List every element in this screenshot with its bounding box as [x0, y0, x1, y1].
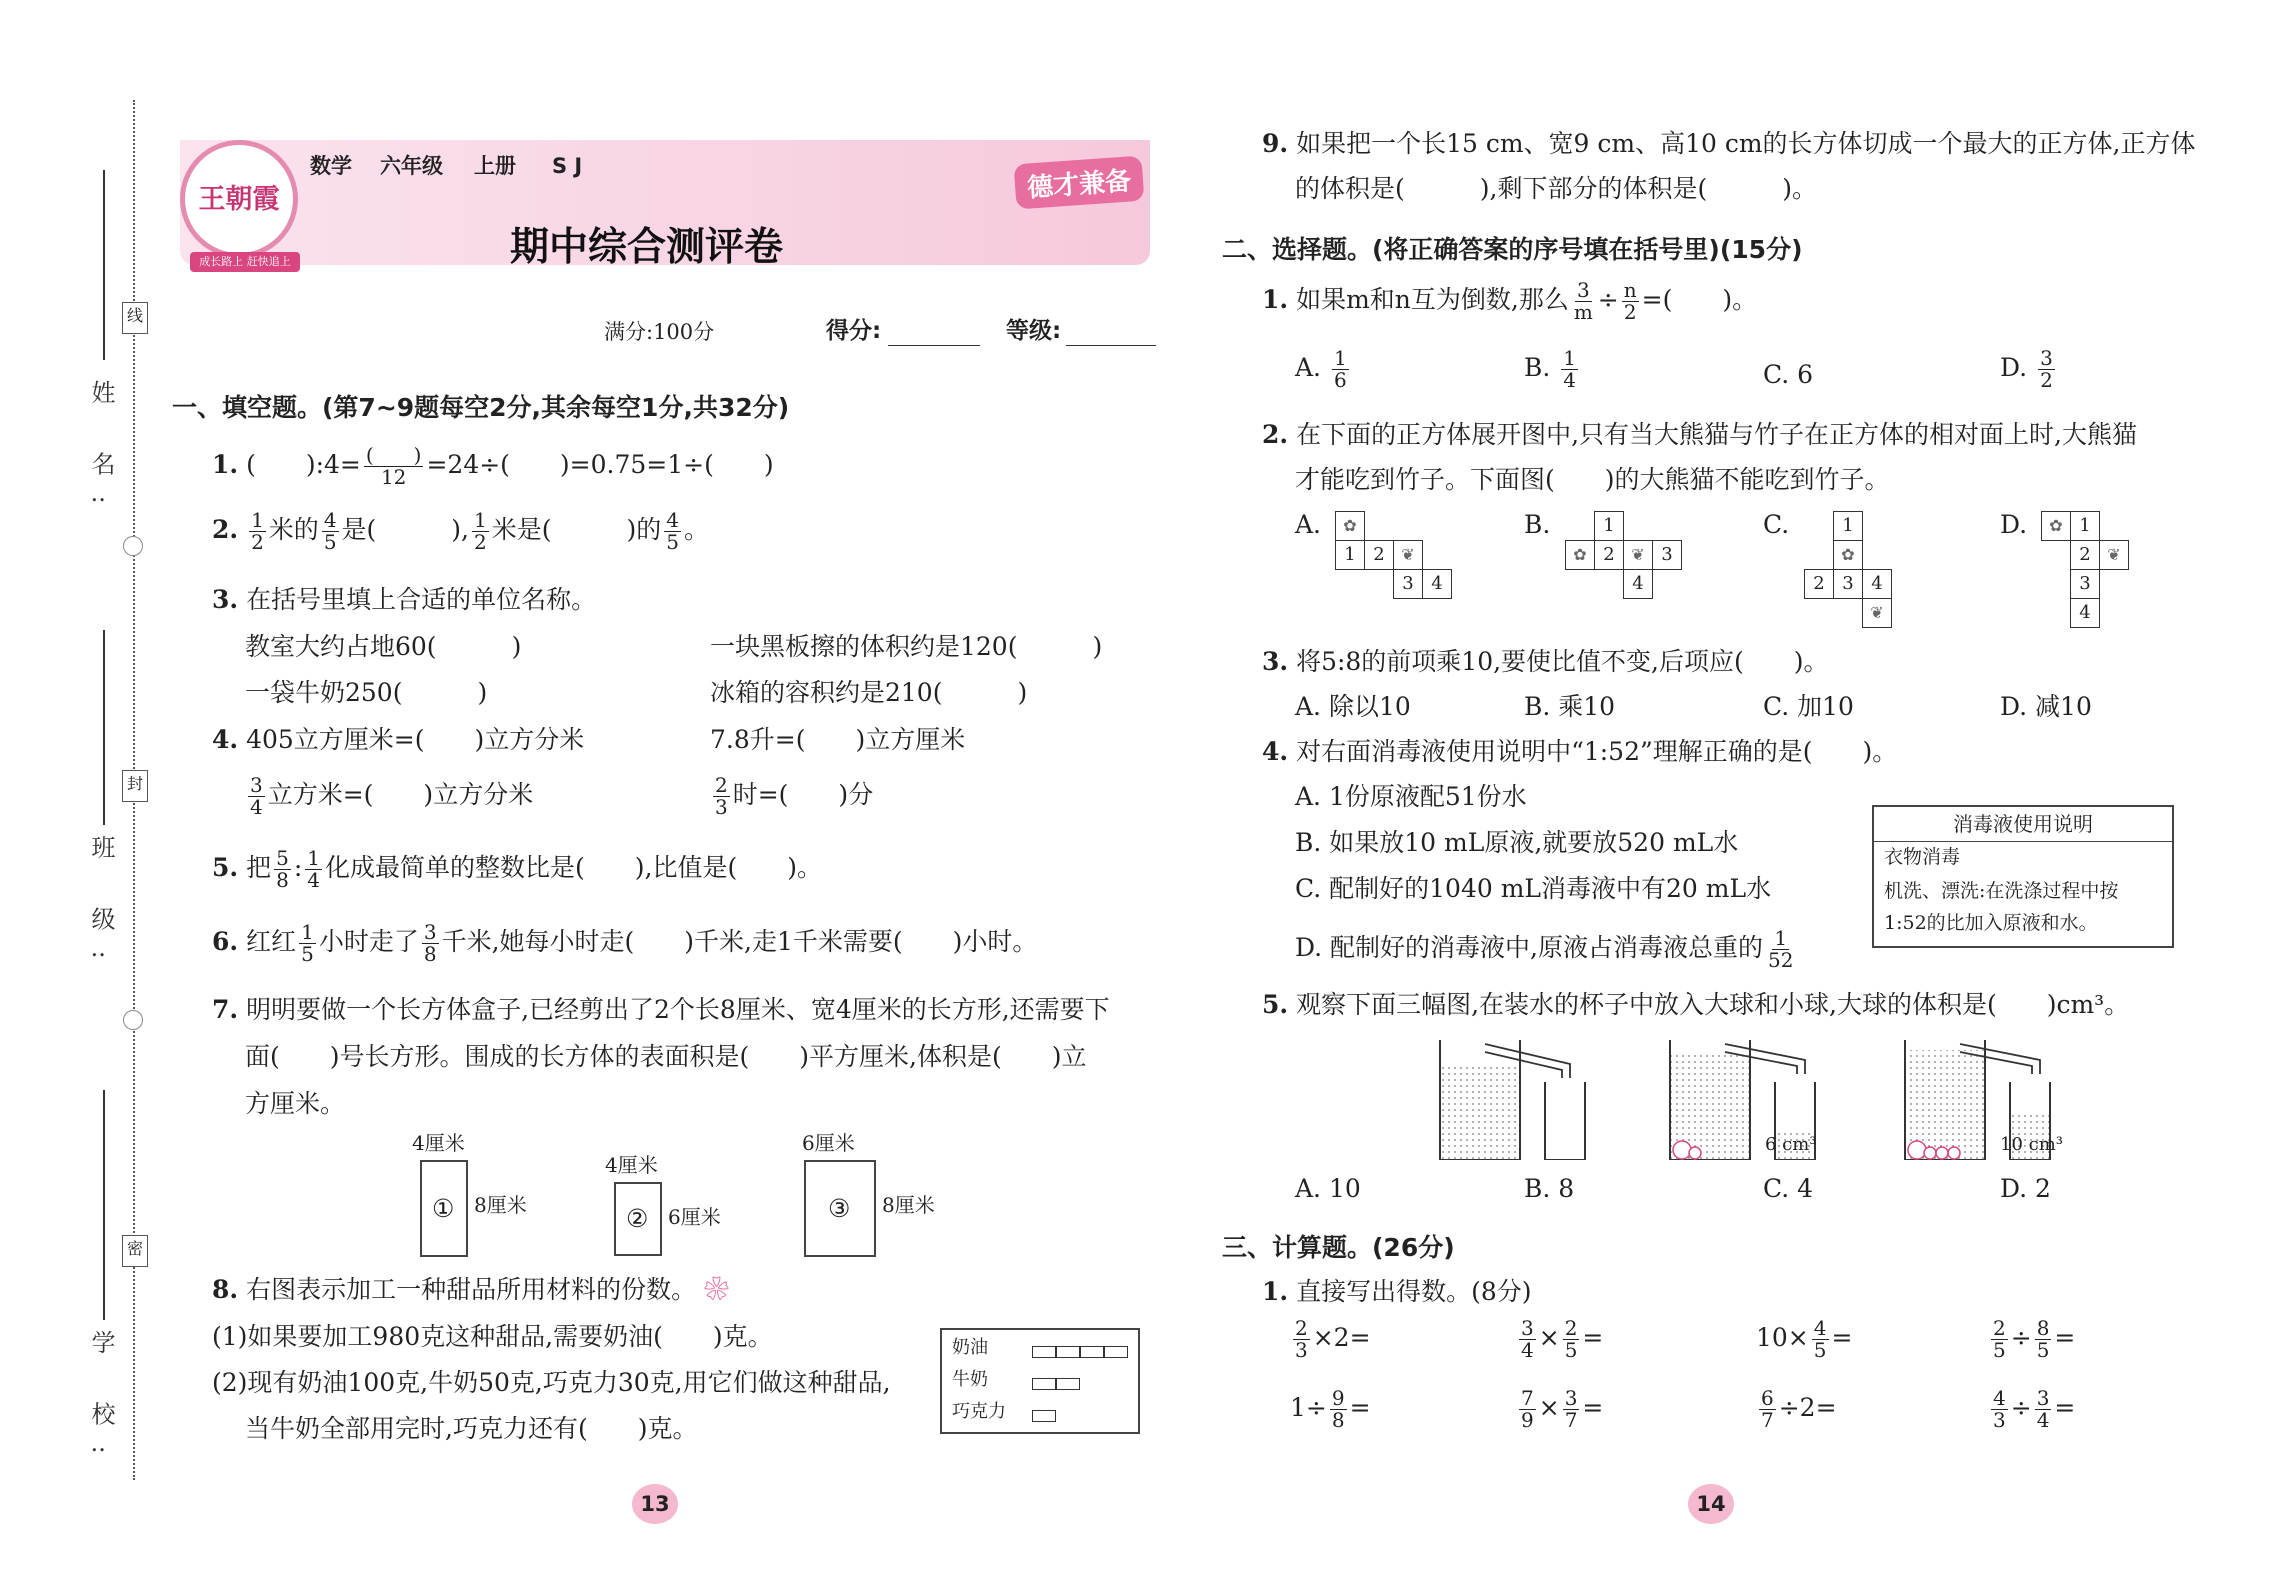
- section2-title: 二、选择题。(将正确答案的序号填在括号里)(15分): [1222, 235, 1803, 264]
- score-label: 得分:: [826, 318, 882, 344]
- question-6: 6. 红红 $\frac{1}{5}$ 小时走了 $\frac{3}{8}$ 千米,她每小时走( )千米,走1千米需要( )小时。: [212, 920, 1038, 966]
- question-8-part2: (2)现有奶油100克,牛奶50克,巧克力30克,用它们做这种甜品,: [212, 1368, 891, 1397]
- expr-1: $\frac{2}{3}$ ×2=: [1295, 1316, 1371, 1362]
- question-8-part3: 当牛奶全部用完时,巧克力还有( )克。: [245, 1414, 698, 1443]
- panda-icon: ✿: [1335, 511, 1365, 541]
- shape1-top-label: 4厘米: [412, 1131, 465, 1155]
- school-blank-line[interactable]: [103, 1090, 105, 1320]
- question-8: 8. 右图表示加工一种甜品所用材料的份数。 ❀: [212, 1275, 730, 1304]
- instruction-title: 消毒液使用说明: [1874, 807, 2172, 842]
- net-c-cell-2: 2: [1804, 569, 1834, 599]
- slogan-badge: 德才兼备: [1014, 156, 1145, 210]
- question-1: 1. ( ):4= $\frac{( )}{12}$ =24÷( )=0.75=1÷( ): [212, 443, 774, 489]
- net-a-cell-4: 4: [1422, 569, 1452, 599]
- question-3c: 一袋牛奶250( ): [245, 678, 488, 707]
- full-score: 满分:100分: [604, 320, 715, 344]
- binding-hole-icon: [123, 536, 143, 556]
- legend-chocolate-bar: [1032, 1410, 1056, 1422]
- edition-label: S J: [552, 154, 583, 178]
- legend-cream-bar: [1032, 1346, 1128, 1358]
- net-b-cell-2: 2: [1594, 540, 1624, 570]
- net-c-cell-4: 4: [1862, 569, 1892, 599]
- question-2: 2. $\frac{1}{2}$ 米的 $\frac{4}{5}$ 是( ), $\frac{1}{2}$ 米是( )的 $\frac{4}{5}$ 。: [212, 508, 710, 554]
- section3-title: 三、计算题。(26分): [1222, 1233, 1455, 1262]
- panda-icon: ✿: [1833, 540, 1863, 570]
- legend-chocolate-label: 巧克力: [952, 1401, 1006, 1422]
- choice-1-option-d[interactable]: D. $\frac{3}{2}$: [2000, 346, 2053, 392]
- question-9-line1: 9. 如果把一个长15 cm、宽9 cm、高10 cm的长方体切成一个最大的正方体,正方体: [1262, 129, 2196, 158]
- net-d-label[interactable]: D.: [2000, 510, 2028, 539]
- choice-4: 4. 对右面消毒液使用说明中“1:52”理解正确的是( )。: [1262, 737, 1898, 766]
- net-a-label[interactable]: A.: [1295, 510, 1322, 539]
- question-7-line1: 7. 明明要做一个长方体盒子,已经剪出了2个长8厘米、宽4厘米的长方形,还需要下: [212, 995, 1110, 1024]
- class-label: 班 级:: [87, 835, 115, 979]
- grade-input[interactable]: [1066, 345, 1156, 346]
- legend-cream-label: 奶油: [952, 1337, 988, 1358]
- page-number-right: 14: [1688, 1484, 1734, 1524]
- bamboo-icon: ❦: [1862, 598, 1892, 628]
- grade-label-field: 等级:: [1006, 318, 1062, 344]
- ingredient-legend-box: [940, 1328, 1140, 1434]
- panda-icon: ✿: [2041, 511, 2071, 541]
- flower-icon: ❀: [704, 1275, 730, 1304]
- question-7-line3: 方厘米。: [245, 1089, 346, 1118]
- name-blank-line[interactable]: [103, 170, 105, 360]
- brand-name: 王朝霞: [198, 184, 280, 215]
- question-7-line2: 面( )号长方形。围成的长方体的表面积是( )平方厘米,体积是( )立: [245, 1042, 1087, 1071]
- choice-5-option-b[interactable]: B. 8: [1524, 1174, 1575, 1203]
- expr-6: $\frac{7}{9}$ × $\frac{3}{7}$ =: [1521, 1386, 1604, 1432]
- page-title: 期中综合测评卷: [510, 225, 784, 270]
- choice-5: 5. 观察下面三幅图,在装水的杯子中放入大球和小球,大球的体积是( )cm³。: [1262, 990, 2130, 1019]
- choice-4-option-a[interactable]: A. 1份原液配51份水: [1295, 782, 1527, 811]
- mark-secret: 密: [122, 1235, 148, 1267]
- bamboo-icon: ❦: [2099, 540, 2129, 570]
- choice-3-option-a[interactable]: A. 除以10: [1295, 692, 1411, 721]
- disinfectant-instruction-box: [1872, 805, 2174, 948]
- net-b-label[interactable]: B.: [1524, 510, 1551, 539]
- choice-5-option-d[interactable]: D. 2: [2000, 1174, 2051, 1203]
- question-8-part1: (1)如果要加工980克这种甜品,需要奶油( )克。: [212, 1322, 773, 1351]
- choice-5-option-a[interactable]: A. 10: [1295, 1174, 1361, 1203]
- instruction-line2: 机洗、漂洗:在洗涤过程中按: [1884, 880, 2119, 902]
- logo-badge: [180, 140, 298, 258]
- net-b-cell-4: 4: [1623, 569, 1653, 599]
- brand-badge: 成长路上 赶快追上: [190, 252, 300, 272]
- shape2-top-label: 4厘米: [605, 1153, 658, 1177]
- subject-label: 数学: [310, 154, 352, 178]
- question-4d: $\frac{2}{3}$ 时=( )分: [715, 773, 874, 819]
- choice-2-line1: 2. 在下面的正方体展开图中,只有当大熊猫与竹子在正方体的相对面上时,大熊猫: [1262, 420, 2137, 449]
- shape3-top-label: 6厘米: [802, 1131, 855, 1155]
- question-4b: 7.8升=( )立方厘米: [710, 725, 966, 754]
- expr-8: $\frac{4}{3}$ ÷ $\frac{3}{4}$ =: [1993, 1386, 2076, 1432]
- choice-1-option-c[interactable]: C. 6: [1763, 360, 1814, 389]
- section1-title: 一、填空题。(第7~9题每空2分,其余每空1分,共32分): [172, 393, 790, 422]
- expr-5: 1÷ $\frac{9}{8}$ =: [1290, 1386, 1371, 1432]
- rectangle-2-label: ②: [626, 1204, 649, 1233]
- calc-1: 1. 直接写出得数。(8分): [1262, 1277, 1532, 1306]
- measurement-1: 6 cm³: [1765, 1134, 1817, 1155]
- choice-3-option-b[interactable]: B. 乘10: [1524, 692, 1616, 721]
- name-label: 姓 名:: [87, 380, 115, 524]
- choice-4-option-b[interactable]: B. 如果放10 mL原液,就要放520 mL水: [1295, 828, 1739, 857]
- choice-5-option-c[interactable]: C. 4: [1763, 1174, 1814, 1203]
- instruction-line3: 1:52的比加入原液和水。: [1884, 912, 2098, 934]
- net-b-cell-3: 3: [1652, 540, 1682, 570]
- expr-3: 10× $\frac{4}{5}$ =: [1756, 1316, 1853, 1362]
- bamboo-icon: ❦: [1623, 540, 1653, 570]
- choice-1-option-b[interactable]: B. $\frac{1}{4}$: [1524, 346, 1577, 392]
- choice-2-line2: 才能吃到竹子。下面图( )的大熊猫不能吃到竹子。: [1295, 465, 1890, 494]
- choice-1-option-a[interactable]: A. $\frac{1}{6}$: [1295, 346, 1347, 392]
- question-9-line2: 的体积是( ),剩下部分的体积是( )。: [1295, 174, 1817, 203]
- page-number-left: 13: [632, 1484, 678, 1524]
- legend-milk-bar: [1032, 1378, 1080, 1390]
- shape3-side-label: 8厘米: [882, 1193, 935, 1217]
- panda-icon: ✿: [1565, 540, 1595, 570]
- choice-3-option-c[interactable]: C. 加10: [1763, 692, 1854, 721]
- expr-4: $\frac{2}{5}$ ÷ $\frac{8}{5}$ =: [1993, 1316, 2076, 1362]
- question-3: 3. 在括号里填上合适的单位名称。: [212, 585, 597, 614]
- net-d-cell-3: 3: [2070, 569, 2100, 599]
- shape2-side-label: 6厘米: [668, 1205, 721, 1229]
- net-a-cell-3: 3: [1393, 569, 1423, 599]
- class-blank-line[interactable]: [103, 630, 105, 825]
- rectangle-3-label: ③: [828, 1194, 851, 1223]
- cup-diagram-1: [1440, 1040, 1585, 1160]
- net-b-cell-1: 1: [1594, 511, 1624, 541]
- net-d-cell-4: 4: [2070, 598, 2100, 628]
- net-d-cell-1: 1: [2070, 511, 2100, 541]
- rectangle-1-label: ①: [432, 1194, 455, 1223]
- expr-7: $\frac{6}{7}$ ÷2=: [1761, 1386, 1837, 1432]
- question-3b: 一块黑板擦的体积约是120( ): [710, 632, 1103, 661]
- score-input[interactable]: [888, 345, 980, 346]
- question-3a: 教室大约占地60( ): [245, 632, 522, 661]
- measurement-2: 10 cm³: [2000, 1134, 2063, 1155]
- mark-seal: 封: [122, 770, 148, 802]
- net-c-cell-3: 3: [1833, 569, 1863, 599]
- net-a-cell-2: 2: [1364, 540, 1394, 570]
- grade-label: 六年级: [380, 154, 443, 178]
- instruction-line1: 衣物消毒: [1884, 846, 1961, 868]
- question-4a: 4. 405立方厘米=( )立方分米: [212, 725, 585, 754]
- water-cup-diagrams: [1435, 1030, 2075, 1160]
- mark-line: 线: [122, 302, 148, 334]
- volume-label: 上册: [474, 154, 516, 178]
- net-c-label[interactable]: C.: [1763, 510, 1790, 539]
- question-3d: 冰箱的容积约是210( ): [710, 678, 1028, 707]
- expr-2: $\frac{3}{4}$ × $\frac{2}{5}$ =: [1521, 1316, 1604, 1362]
- bamboo-icon: ❦: [1393, 540, 1423, 570]
- choice-4-option-d[interactable]: D. 配制好的消毒液中,原液占消毒液总重的 $\frac{1}{52}$: [1295, 926, 1794, 972]
- choice-4-option-c[interactable]: C. 配制好的1040 mL消毒液中有20 mL水: [1295, 874, 1772, 903]
- shape1-side-label: 8厘米: [474, 1193, 527, 1217]
- net-c-cell-1: 1: [1833, 511, 1863, 541]
- legend-milk-label: 牛奶: [952, 1369, 988, 1390]
- net-d-cell-2: 2: [2070, 540, 2100, 570]
- choice-3: 3. 将5:8的前项乘10,要使比值不变,后项应( )。: [1262, 647, 1829, 676]
- binding-hole-icon: [123, 1010, 143, 1030]
- question-5: 5. 把 $\frac{5}{8}$ : $\frac{1}{4}$ 化成最简单的整数比是( ),比值是( )。: [212, 846, 822, 892]
- choice-1: 1. 如果m和n互为倒数,那么 $\frac{3}{m}$ ÷ $\frac{n}{2}$ =( )。: [1262, 278, 1758, 324]
- choice-3-option-d[interactable]: D. 减10: [2000, 692, 2092, 721]
- net-a-cell-1: 1: [1335, 540, 1365, 570]
- school-label: 学 校:: [87, 1330, 115, 1474]
- question-4c: $\frac{3}{4}$ 立方米=( )立方分米: [250, 773, 534, 819]
